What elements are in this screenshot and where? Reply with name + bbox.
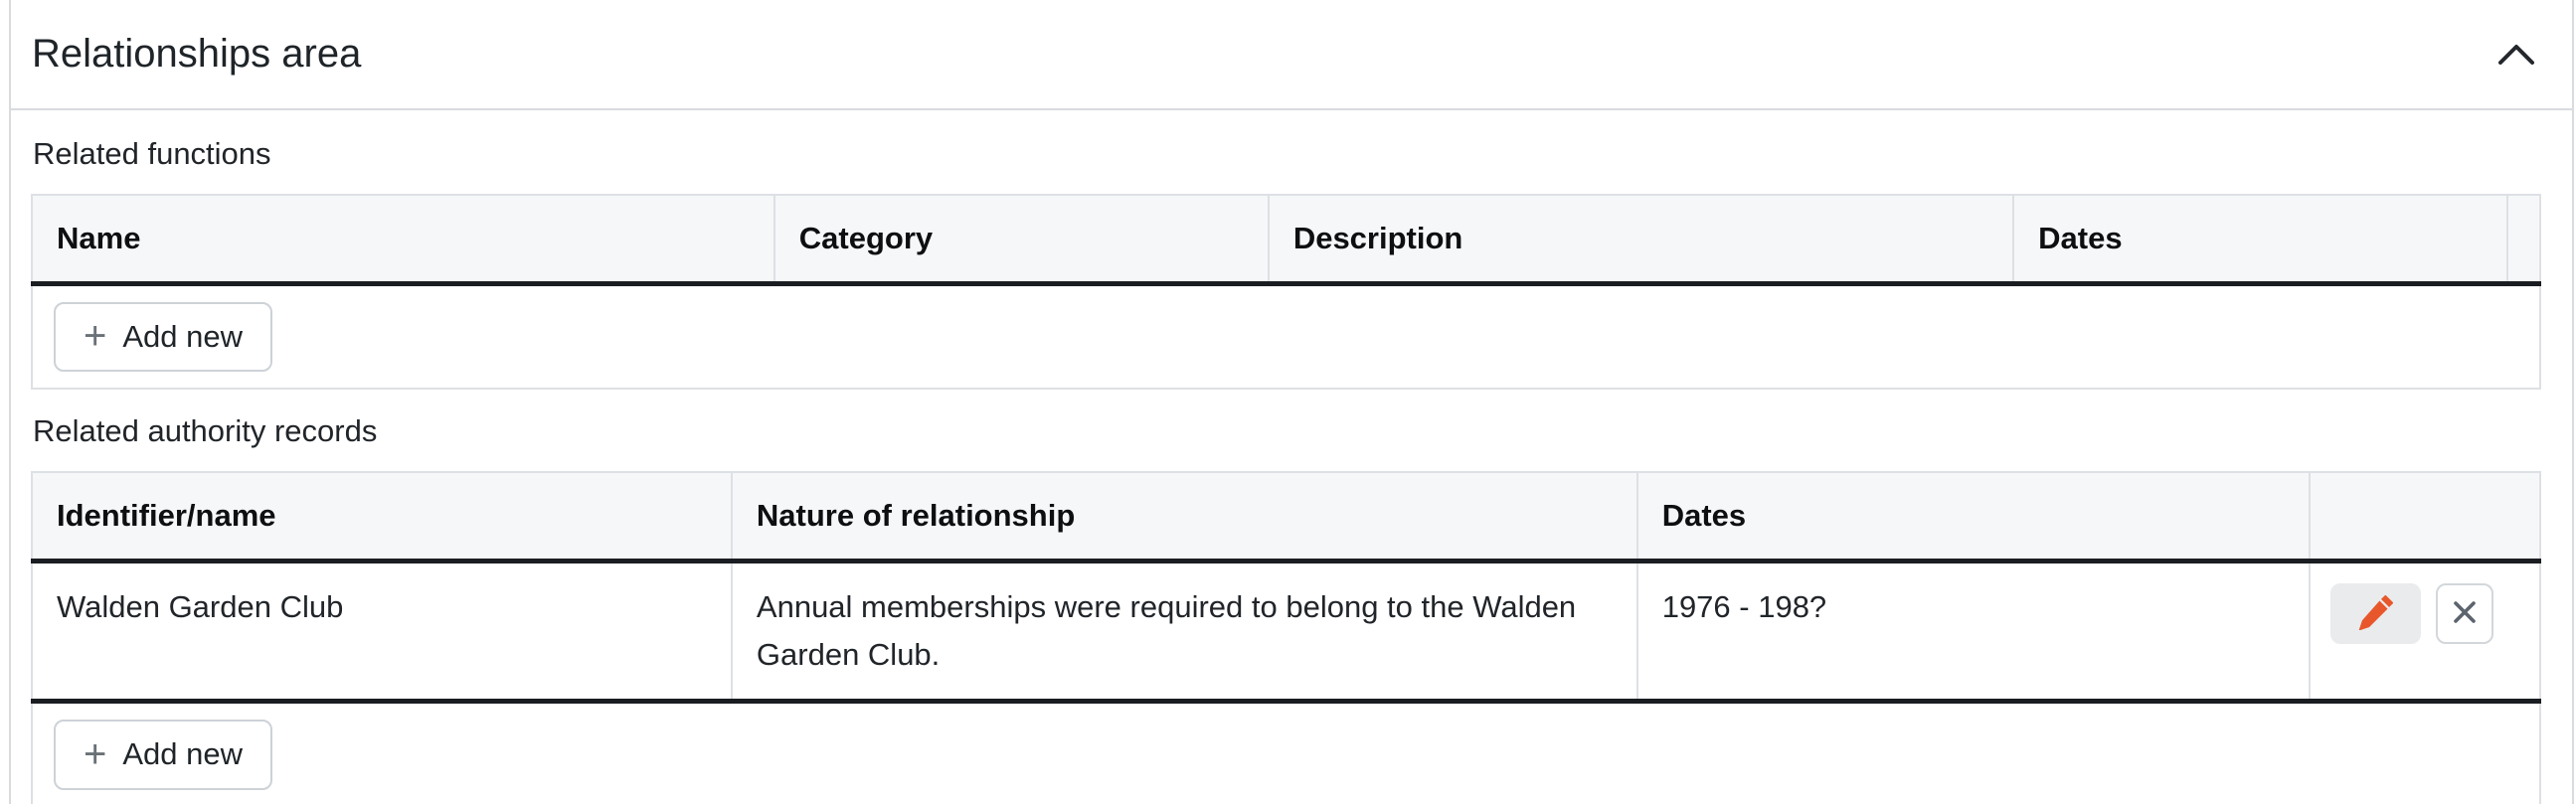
cell-identifier-name: Walden Garden Club — [32, 562, 732, 702]
add-related-authority-record-button[interactable] — [54, 720, 272, 789]
column-header-dates: Dates — [2013, 195, 2507, 284]
cell-actions — [2310, 562, 2540, 702]
relationships-area-panel — [9, 0, 2574, 804]
related-functions-table — [31, 194, 2541, 390]
edit-button[interactable] — [2330, 583, 2421, 644]
add-button-label: Add new — [122, 736, 243, 772]
related-authority-records-section — [31, 413, 2541, 804]
pencil-icon — [2358, 595, 2393, 633]
related-authority-records-label: Related authority records — [33, 413, 378, 449]
chevron-up-icon[interactable] — [2496, 42, 2536, 68]
page-title: Relationships area — [32, 32, 362, 76]
delete-button[interactable] — [2436, 583, 2493, 644]
column-header-description: Description — [1269, 195, 2013, 284]
related-functions-section — [31, 136, 2541, 390]
related-functions-footer-row — [32, 284, 2540, 390]
accordion-body — [11, 110, 2572, 804]
column-header-identifier-name: Identifier/name — [32, 472, 732, 562]
cell-dates: 1976 - 198? — [1637, 562, 2310, 702]
table-row-walden-garden-club — [32, 562, 2540, 702]
accordion-header-relationships[interactable] — [11, 0, 2572, 110]
column-header-actions-spacer — [2507, 195, 2540, 284]
related-authority-records-table — [31, 471, 2541, 804]
plus-icon: + — [84, 314, 107, 359]
column-header-dates: Dates — [1637, 472, 2310, 562]
column-header-name: Name — [32, 195, 774, 284]
column-header-category: Category — [774, 195, 1269, 284]
plus-icon: + — [84, 731, 107, 776]
related-authority-records-header-row — [32, 472, 2540, 562]
add-related-function-button[interactable] — [54, 302, 272, 372]
column-header-nature-of-relationship: Nature of relationship — [732, 472, 1637, 562]
related-authority-records-footer-row — [32, 702, 2540, 804]
related-functions-label: Related functions — [33, 136, 271, 171]
close-icon — [2452, 599, 2478, 628]
cell-nature-of-relationship: Annual memberships were required to belong to the Walden Garden Club. — [732, 562, 1637, 702]
column-header-actions — [2310, 472, 2540, 562]
add-button-label: Add new — [122, 319, 243, 354]
related-functions-header-row — [32, 195, 2540, 284]
